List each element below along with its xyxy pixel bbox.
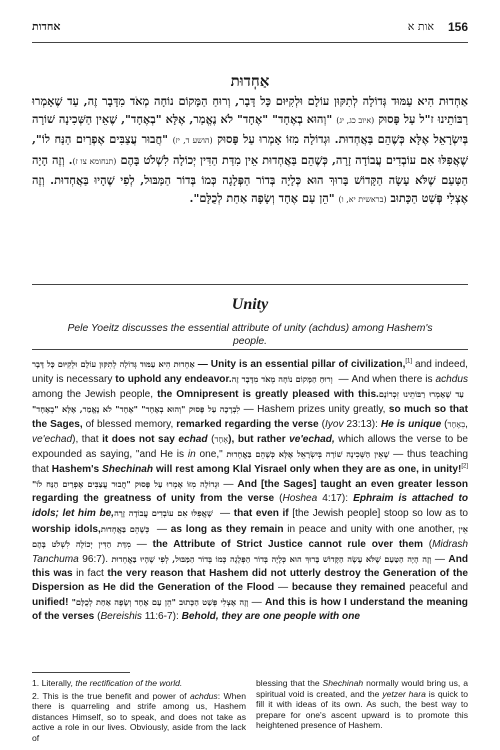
commentary-text: will rest among Klal Yisrael only when they are as one, in unity! bbox=[153, 464, 462, 476]
commentary-text: the Attribute of Strict Justice cannot rule over them bbox=[152, 538, 423, 550]
commentary-text: [the Jewish people] stoop so low as to bbox=[288, 508, 468, 520]
commentary-text: ( bbox=[441, 419, 448, 431]
footnote-rule bbox=[32, 672, 130, 673]
commentary-text: among the Jewish people, bbox=[32, 389, 158, 401]
english-subtitle: Pele Yoeitz discusses the essential attribute of unity (achdus) among Hashem's people. bbox=[67, 323, 433, 347]
commentary-text: achdus bbox=[435, 374, 469, 386]
commentary-text: Hashem's bbox=[51, 464, 103, 476]
footnote-1 bbox=[32, 678, 246, 689]
commentary-text: ), that bbox=[72, 434, 103, 446]
header-rule bbox=[32, 42, 468, 43]
commentary-text: ve'echad, bbox=[289, 434, 335, 446]
footnote-marker: [1] bbox=[405, 358, 413, 365]
commentary-text: one," bbox=[195, 449, 227, 461]
hebrew-source-ref: (הושע ד, יז) bbox=[172, 136, 213, 146]
commentary-text: And this is how I understand the meaning of the verses bbox=[32, 596, 468, 622]
hebrew-quote: עַד שֶׁאָמְרוּ רַבּוֹתֵינוּ זִכְרוֹנָם לִבְרָכָה עַל פָּסוּק "וְהוּא בְאֶחָד" "אֶחָד" לֹא נֶאֱמַר, אֶלָּא "בְאֶחָד" bbox=[32, 389, 468, 415]
hebrew-source-ref: (בראשית יא, ו) bbox=[338, 195, 387, 205]
footnote-text: yetzer hara bbox=[382, 688, 426, 699]
commentary-text: Shechinah bbox=[102, 464, 154, 476]
footnote-text: normally would bring us, a spiritual void is created, and the bbox=[256, 678, 468, 699]
hebrew-text-part: . וְזֶה הָיָה הַטַּעַם שֶׁלֹּא עָשָׂה הַקָּדוֹשׁ בָּרוּךְ הוּא כְּלָיָה בְּדוֹר הַפְּלָגָה כְּמוֹ בְּדוֹר הַמַּבּוּל, לְפִי שֶׁהָיוּ בַּאֲחְדוּת. וְזֶה אֶצְלִי פְּשַׁט הַכָּתוּב bbox=[32, 152, 468, 206]
commentary-text: , bbox=[465, 419, 468, 431]
commentary-text: unified! bbox=[32, 596, 69, 608]
commentary-text: Ephraim is attached to idols; let him be, bbox=[32, 493, 468, 520]
section-rule-top bbox=[32, 284, 468, 285]
footnote-marker: [2] bbox=[461, 463, 469, 470]
hebrew-text-part: "הֵן עַם אֶחָד וְשָׂפָה אַחַת לְכֻלָּם". bbox=[189, 191, 335, 206]
commentary-text: which allows the verse to be expounded as saying, "and He is bbox=[32, 434, 468, 461]
footnote-number: 1. bbox=[32, 678, 40, 688]
commentary-text: echad bbox=[178, 434, 208, 446]
commentary-text: in bbox=[187, 449, 196, 461]
hebrew-quote: בְאֶחָד bbox=[447, 419, 466, 430]
commentary-text: — bbox=[153, 523, 171, 535]
commentary-text: — bbox=[216, 508, 234, 520]
commentary-text: — Unity is an essential pillar of civilization, bbox=[194, 359, 406, 370]
footnote-text: is quick to fill it with ideas of its own. As such, the best way to prepare for one's ascent upward is to promote this heightened presence of Hashem. bbox=[256, 688, 468, 731]
hebrew-quote: אֵין מִדַּת הַדִּין יְכוֹלָה לִשְׁלֹט בָּהֶם bbox=[32, 523, 468, 549]
commentary-text: Midrash Tanchuma bbox=[32, 538, 469, 565]
commentary-text: — bbox=[130, 538, 153, 550]
running-head-topic: אחדות bbox=[32, 20, 61, 33]
commentary-text: remarked regarding the verse bbox=[176, 419, 319, 431]
commentary-text: — And when there is bbox=[335, 374, 436, 386]
commentary-text: ), but rather bbox=[228, 434, 290, 446]
commentary-text: ( bbox=[94, 610, 101, 622]
commentary-text: ve'echad bbox=[32, 434, 73, 446]
commentary-text: the very reason that Hashem did not utterly destroy the Generation of the Dispersion as He did the Generation of the Flood bbox=[32, 567, 468, 593]
hebrew-source-ref: (איוב כג, יג) bbox=[336, 116, 375, 126]
section-rule-bottom bbox=[32, 349, 468, 350]
hebrew-quote: אֶחָד bbox=[214, 434, 229, 445]
hebrew-quote: אַחְדוּת הִיא עַמּוּד גְּדוֹלָה לְתִקּוּן עוֹלָם וּלְקִיּוּם כָּל דָּבָר bbox=[32, 359, 195, 369]
commentary-text: it does not say bbox=[102, 434, 179, 446]
commentary-text: 11:6-7): bbox=[141, 610, 182, 622]
footnote-text: : When there is quarreling and strife among us, Hashem distances Himself, so to speak, and does not take as active a role in our lives. Obviously, aside from the lack of bbox=[32, 690, 246, 743]
commentary-text: in fact bbox=[72, 567, 108, 579]
hebrew-text bbox=[32, 92, 468, 209]
footnote-text: Shechinah bbox=[322, 678, 364, 688]
commentary-text: in peace and unity with one another, bbox=[283, 523, 459, 535]
page-number: 156 bbox=[447, 20, 468, 34]
footnote-text: Literally, bbox=[41, 678, 76, 688]
hebrew-quote: וְזֶה הָיָה הַטַּעַם שֶׁלֹּא עָשָׂה הַקָּדוֹשׁ בָּרוּךְ הוּא כְּלָיָה בְּדוֹר הַפְּלָגָה כְּמוֹ בְּדוֹר הַמַּבּוּל, לְפִי שֶׁהָיוּ בַּאֲחְדוּת bbox=[111, 553, 432, 564]
commentary-text: — bbox=[274, 581, 292, 593]
hebrew-source-ref: (תנחומא צו ז) bbox=[72, 156, 117, 166]
commentary-text: — Hashem prizes unity greatly, bbox=[240, 404, 389, 416]
commentary-text: — bbox=[219, 479, 238, 491]
commentary-text: as long as they remain bbox=[170, 523, 284, 535]
hebrew-quote: וְרוּחַ הַמָּקוֹם נוֹחָה מְאֹד מִדָּבָר זֶה bbox=[231, 374, 336, 385]
hebrew-quote: כְּשֶׁהֵם בַּאֲחְדוּת bbox=[100, 523, 154, 534]
footnote-text: 2. This is the true benefit and power of bbox=[32, 690, 190, 701]
hebrew-text-part: "חֲבוּר עֲצַבִּים אֶפְרַיִם הַנַּח לוֹ", שֶׁאֲפִלּוּ אִם עוֹבְדִים עֲבוֹדָה זָרָה, כְּשֶׁהֵם בַּאֲחְדוּת אֵין מִדַּת הַדִּין יְכוֹלָה לִשְׁלֹט בָּהֶם bbox=[32, 132, 469, 167]
hebrew-quote: שֶׁאֲפִלּוּ אִם עוֹבְדִים עֲבוֹדָה זָרָה bbox=[114, 508, 217, 519]
english-commentary bbox=[32, 357, 468, 624]
commentary-text: of blessed memory, bbox=[85, 419, 177, 431]
hebrew-quote: שֶׁאֵין הַשְּׁכִינָה שׁוֹרָה בְּיִשְׂרָאֵל אֶלָּא כְּשֶׁהֵם בַּאֲחְדוּת bbox=[226, 449, 390, 460]
running-head-letter: אות א bbox=[407, 20, 434, 33]
commentary-text: 4:17): bbox=[317, 493, 354, 505]
hebrew-quote: וּגְדוֹלָה מִזּוֹ אָמְרוּ עַל פָּסוּק "חֲבוּר עֲצַבִּים אֶפְרַיִם הַנַּח לוֹ" bbox=[32, 479, 220, 490]
commentary-text: Iyov bbox=[324, 419, 344, 431]
footnote-italic: the rectification of the world. bbox=[75, 678, 183, 688]
commentary-text: Bereishis bbox=[100, 610, 142, 622]
hebrew-text-part: "וְהוּא בְאֶחָד" "אֶחָד" לֹא נֶאֱמַר, אֶלָּא "בְאֶחָד", שֶׁאֵין הַשְּׁכִינָה שׁוֹרָה בְּיִשְׂרָאֵל אֶלָּא כְּשֶׁהֵם בַּאֲחְדוּת. וּגְדוֹלָה מִזּוֹ אָמְרוּ עַל פָּסוּק bbox=[32, 112, 469, 147]
footnote-2 bbox=[32, 691, 246, 744]
commentary-text: He is unique bbox=[380, 419, 442, 431]
footnote-text: blessing that the bbox=[256, 678, 323, 688]
commentary-text: And [the Sages] taught an even greater lesson regarding the greatness of unity from the verse bbox=[32, 479, 468, 505]
commentary-text: — bbox=[431, 553, 449, 565]
commentary-text: And this was bbox=[32, 553, 469, 579]
hebrew-quote: וְזֶה אֶצְלִי פְּשַׁט הַכָּתוּב "הֵן עַם אֶחָד וְשָׂפָה אַחַת לְכֻלָּם" bbox=[71, 596, 249, 607]
footnote-column-left bbox=[32, 678, 246, 744]
commentary-text: 96:7). bbox=[78, 553, 112, 565]
commentary-text: ( bbox=[318, 419, 325, 431]
commentary-text: 23:13): bbox=[343, 419, 381, 431]
commentary-text: peaceful and bbox=[405, 581, 468, 593]
hebrew-title: אַחְדוּת bbox=[230, 72, 270, 90]
commentary-text: the Omnipresent is greatly pleased with this. bbox=[157, 389, 379, 401]
footnote-column-right bbox=[256, 678, 468, 731]
commentary-text: Hoshea bbox=[282, 493, 318, 505]
english-title: Unity bbox=[231, 296, 269, 313]
commentary-text: worship idols, bbox=[32, 523, 101, 535]
commentary-text: and indeed, unity is necessary bbox=[32, 359, 468, 386]
commentary-text: — bbox=[248, 596, 265, 608]
commentary-text: ( bbox=[207, 434, 215, 446]
commentary-text: ( bbox=[422, 538, 433, 550]
running-header bbox=[32, 20, 468, 36]
footnote-text: achdus bbox=[189, 690, 218, 701]
commentary-text: Behold, they are one people with one bbox=[181, 610, 360, 622]
hebrew-text-part: אַחְדוּת הִיא עַמּוּד גְּדוֹלָה לְתִקּוּן עוֹלָם וּלְקִיּוּם כָּל דָּבָר, וְרוּחַ הַמָּקוֹם נוֹחָה מְאֹד מִדָּבָר זֶה, עַד שֶׁאָמְרוּ רַבּוֹתֵינוּ ז"ל עַל פָּסוּק bbox=[32, 94, 468, 127]
commentary-text: so much so that the Sages, bbox=[32, 404, 468, 431]
commentary-text: — thus teaching that bbox=[32, 449, 469, 476]
commentary-text: that even if bbox=[233, 508, 289, 520]
commentary-text: ( bbox=[274, 493, 283, 505]
commentary-text: to uphold any endeavor. bbox=[115, 374, 232, 386]
commentary-text: because they remained bbox=[291, 581, 406, 593]
